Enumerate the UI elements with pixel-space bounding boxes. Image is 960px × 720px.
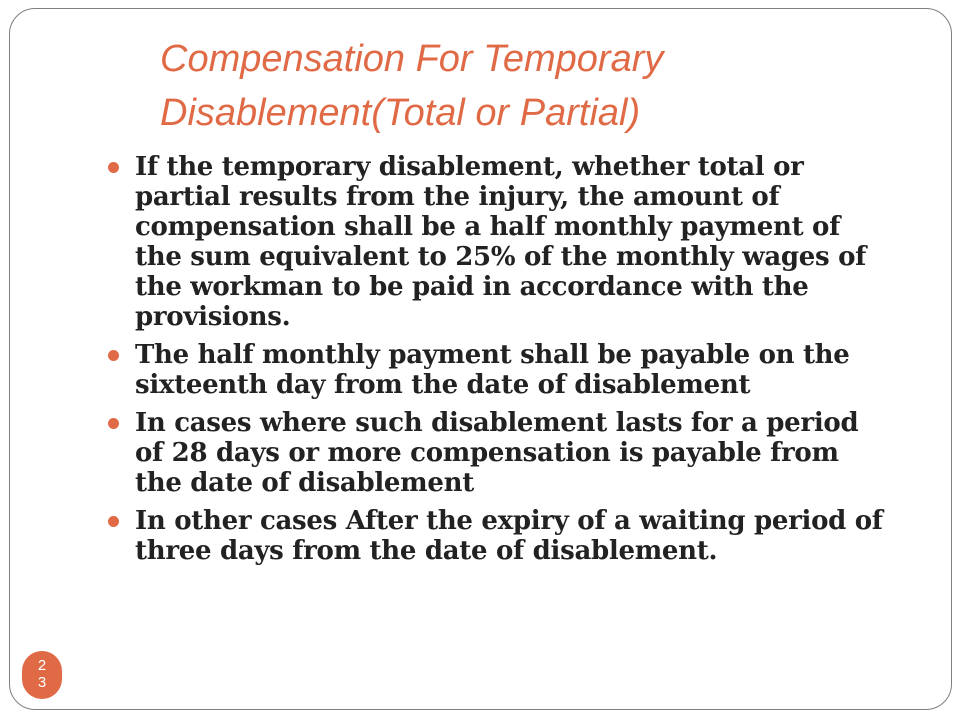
bullet-item xyxy=(108,408,888,498)
page-number-digit: 2 xyxy=(37,657,47,674)
bullet-list xyxy=(108,152,888,574)
bullet-text: In cases where such disablement lasts for a period of 28 days or more compensation is payable from the date of disablement xyxy=(135,408,859,498)
bullet-dot-icon xyxy=(108,516,119,527)
slide-title-line-1: Compensation For Temporary xyxy=(160,38,664,80)
bullet-text: The half monthly payment shall be payable on the sixteenth day from the date of disablement xyxy=(135,340,850,400)
slide-title xyxy=(160,32,860,140)
bullet-dot-icon xyxy=(108,350,119,361)
bullet-dot-icon xyxy=(108,418,119,429)
slide-title-line-2: Disablement(Total or Partial) xyxy=(160,92,641,134)
page-number-digit: 3 xyxy=(37,674,47,691)
bullet-text: In other cases After the expiry of a waiting period of three days from the date of disablement. xyxy=(135,506,883,566)
bullet-dot-icon xyxy=(108,162,119,173)
bullet-item xyxy=(108,506,888,566)
page-number-badge xyxy=(22,651,62,699)
bullet-item xyxy=(108,340,888,400)
bullet-text: If the temporary disablement, whether total or partial results from the injury, the amount of compensation shall be a half monthly payment of the sum equivalent to 25% of the monthly wages of the workman to be paid in accordance with the provisions. xyxy=(135,152,867,332)
bullet-item xyxy=(108,152,888,332)
